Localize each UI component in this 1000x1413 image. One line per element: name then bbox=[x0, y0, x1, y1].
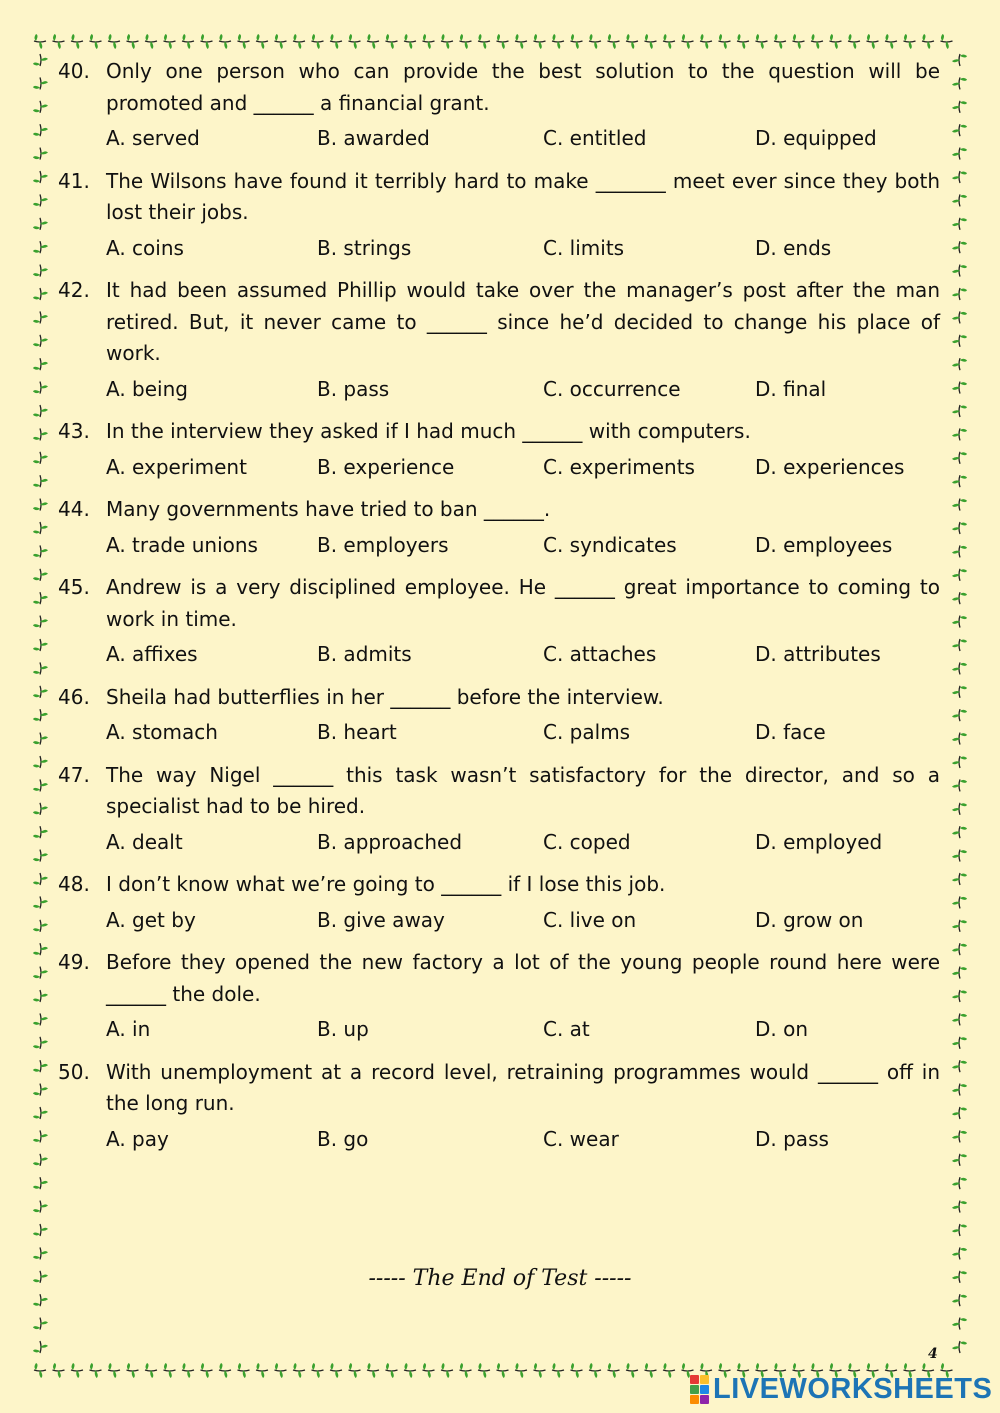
question-item bbox=[58, 275, 940, 405]
answer-option: B. go bbox=[317, 1126, 369, 1151]
vine-leaf-icon bbox=[952, 1084, 967, 1096]
vine-leaf-icon bbox=[589, 34, 601, 49]
answer-option: D. on bbox=[755, 1017, 809, 1041]
answer-option: C. coped bbox=[543, 829, 631, 854]
vine-leaf-icon bbox=[33, 1130, 48, 1142]
vine-leaf-icon bbox=[145, 1363, 157, 1378]
vine-leaf-icon bbox=[952, 475, 967, 487]
vine-leaf-icon bbox=[952, 920, 967, 932]
answer-option: C. syndicates bbox=[543, 532, 677, 557]
vine-leaf-icon bbox=[238, 1363, 250, 1378]
liveworksheets-logo bbox=[690, 1372, 992, 1406]
vine-leaf-icon bbox=[90, 1363, 102, 1378]
vine-leaf-icon bbox=[219, 34, 231, 49]
vine-leaf-icon bbox=[404, 34, 416, 49]
vine-leaf-icon bbox=[441, 1363, 453, 1378]
logo-blocks-icon bbox=[690, 1375, 709, 1404]
answer-option: B. give away bbox=[317, 907, 445, 932]
vine-leaf-icon bbox=[330, 34, 342, 49]
answer-options bbox=[106, 452, 940, 484]
vine-leaf-icon bbox=[201, 1363, 213, 1378]
vine-leaf-icon bbox=[33, 452, 48, 464]
vine-leaf-icon bbox=[33, 967, 48, 979]
vine-leaf-icon bbox=[33, 335, 48, 347]
page-number: 4 bbox=[928, 1346, 938, 1362]
vine-leaf-icon bbox=[952, 1154, 967, 1166]
answer-option: B. admits bbox=[317, 642, 412, 666]
vine-leaf-icon bbox=[33, 1013, 48, 1025]
question-item bbox=[58, 869, 940, 936]
answer-option: A. dealt bbox=[106, 829, 183, 854]
end-of-test-text: ----- The End of Test ----- bbox=[368, 1266, 632, 1291]
vine-leaf-icon bbox=[33, 779, 48, 791]
vine-leaf-icon bbox=[33, 920, 48, 932]
vine-leaf-icon bbox=[33, 1247, 48, 1259]
vine-leaf-icon bbox=[33, 1060, 48, 1072]
vine-leaf-icon bbox=[952, 218, 967, 230]
vine-leaf-icon bbox=[952, 1247, 967, 1259]
vine-leaf-icon bbox=[952, 1177, 967, 1189]
vine-leaf-icon bbox=[33, 522, 48, 534]
vine-leaf-icon bbox=[952, 545, 967, 557]
vine-leaf-icon bbox=[952, 405, 967, 417]
vine-leaf-icon bbox=[367, 1363, 379, 1378]
vine-leaf-icon bbox=[952, 358, 967, 370]
answer-option: C. palms bbox=[543, 720, 631, 744]
answer-option: A. experiment bbox=[106, 454, 247, 479]
answer-option: D. pass bbox=[755, 1126, 829, 1151]
question-text: I don’t know what we’re going to ______ if I lose this job. bbox=[106, 872, 666, 896]
vine-leaf-icon bbox=[589, 1363, 601, 1378]
vine-leaf-icon bbox=[460, 34, 472, 49]
vine-leaf-icon bbox=[645, 34, 657, 49]
vine-leaf-icon bbox=[33, 54, 48, 66]
vine-leaf-icon bbox=[33, 77, 48, 89]
vine-leaf-icon bbox=[312, 1363, 324, 1378]
answer-option: B. strings bbox=[317, 235, 412, 260]
question-text: Many governments have tried to ban ______. bbox=[106, 497, 551, 521]
vine-leaf-icon bbox=[33, 639, 48, 651]
vine-leaf-icon bbox=[952, 148, 967, 160]
vine-leaf-icon bbox=[952, 990, 967, 1002]
question-item bbox=[58, 682, 940, 749]
vine-leaf-icon bbox=[34, 34, 46, 49]
vine-leaf-icon bbox=[663, 1363, 675, 1378]
vine-leaf-icon bbox=[867, 34, 879, 49]
answer-option: D. experiences bbox=[755, 454, 905, 479]
answer-option: D. ends bbox=[755, 235, 832, 260]
answer-option: D. final bbox=[755, 376, 827, 401]
vine-leaf-icon bbox=[626, 1363, 638, 1378]
vine-leaf-icon bbox=[33, 616, 48, 628]
question-item bbox=[58, 416, 940, 483]
vine-leaf-icon bbox=[645, 1363, 657, 1378]
question-number: 41. bbox=[58, 168, 90, 193]
question-number: 44. bbox=[58, 497, 90, 521]
vine-leaf-icon bbox=[952, 896, 967, 908]
vine-leaf-icon bbox=[952, 194, 967, 206]
vine-leaf-icon bbox=[423, 34, 435, 49]
vine-leaf-icon bbox=[478, 1363, 490, 1378]
question-number: 45. bbox=[58, 575, 90, 599]
vine-leaf-icon bbox=[386, 1363, 398, 1378]
vine-leaf-icon bbox=[33, 1107, 48, 1119]
vine-leaf-icon bbox=[952, 662, 967, 674]
vine-leaf-icon bbox=[182, 1363, 194, 1378]
vine-leaf-icon bbox=[756, 34, 768, 49]
answer-options bbox=[106, 639, 940, 671]
vine-leaf-icon bbox=[33, 873, 48, 885]
answer-option: B. awarded bbox=[317, 126, 430, 150]
vine-leaf-icon bbox=[33, 592, 48, 604]
answer-option: A. trade unions bbox=[106, 532, 258, 557]
vine-leaf-icon bbox=[700, 34, 712, 49]
vine-leaf-icon bbox=[145, 34, 157, 49]
vine-leaf-icon bbox=[952, 779, 967, 791]
vine-leaf-icon bbox=[33, 194, 48, 206]
answer-option: D. attributes bbox=[755, 642, 881, 666]
vine-leaf-icon bbox=[34, 1363, 46, 1378]
vine-leaf-icon bbox=[460, 1363, 472, 1378]
vine-leaf-icon bbox=[33, 1201, 48, 1213]
vine-leaf-icon bbox=[33, 756, 48, 768]
vine-leaf-icon bbox=[952, 311, 967, 323]
vine-leaf-icon bbox=[33, 733, 48, 745]
vine-leaf-icon bbox=[33, 101, 48, 113]
vine-leaf-icon bbox=[33, 499, 48, 511]
question-number: 49. bbox=[58, 950, 90, 974]
answer-option: A. pay bbox=[106, 1126, 169, 1151]
vine-leaf-icon bbox=[33, 1154, 48, 1166]
question-text: In the interview they asked if I had much ______ with computers. bbox=[106, 419, 751, 443]
answer-options bbox=[106, 123, 940, 155]
vine-leaf-icon bbox=[349, 34, 361, 49]
vine-leaf-icon bbox=[608, 34, 620, 49]
answer-option: D. face bbox=[755, 720, 826, 744]
vine-leaf-icon bbox=[367, 34, 379, 49]
vine-leaf-icon bbox=[330, 1363, 342, 1378]
vine-leaf-icon bbox=[423, 1363, 435, 1378]
vine-leaf-icon bbox=[952, 335, 967, 347]
vine-leaf-icon bbox=[952, 616, 967, 628]
vine-leaf-icon bbox=[33, 265, 48, 277]
vine-leaf-icon bbox=[127, 1363, 139, 1378]
vine-leaf-icon bbox=[33, 826, 48, 838]
vine-leaf-icon bbox=[952, 452, 967, 464]
question-item bbox=[58, 947, 940, 1046]
vine-leaf-icon bbox=[774, 34, 786, 49]
question-text: It had been assumed Phillip would take over the manager’s post after the man retired. But, it never came to ______ since he’d decided to change his place of work. bbox=[106, 278, 940, 365]
vine-leaf-icon bbox=[793, 34, 805, 49]
vine-leaf-icon bbox=[33, 1224, 48, 1236]
vine-leaf-icon bbox=[952, 428, 967, 440]
vine-leaf-icon bbox=[33, 990, 48, 1002]
vine-leaf-icon bbox=[952, 101, 967, 113]
vine-leaf-icon bbox=[952, 709, 967, 721]
vine-leaf-icon bbox=[952, 803, 967, 815]
vine-leaf-icon bbox=[952, 756, 967, 768]
vine-leaf-icon bbox=[33, 896, 48, 908]
vine-leaf-icon bbox=[952, 1130, 967, 1142]
vine-leaf-icon bbox=[737, 34, 749, 49]
answer-options bbox=[106, 233, 940, 265]
answer-option: C. experiments bbox=[543, 454, 695, 479]
answer-option: C. live on bbox=[543, 907, 637, 932]
vine-leaf-icon bbox=[33, 148, 48, 160]
vine-leaf-icon bbox=[952, 686, 967, 698]
question-number: 47. bbox=[58, 762, 90, 787]
vine-leaf-icon bbox=[952, 569, 967, 581]
vine-leaf-icon bbox=[386, 34, 398, 49]
question-text: The Wilsons have found it terribly hard to make _______ meet ever since they both lost their jobs. bbox=[106, 168, 940, 224]
question-number: 50. bbox=[58, 1059, 90, 1084]
answer-option: D. employees bbox=[755, 532, 893, 557]
question-text: Only one person who can provide the best solution to the question will be promoted and ______ a financial grant. bbox=[106, 59, 940, 115]
answer-option: C. occurrence bbox=[543, 376, 681, 401]
vine-leaf-icon bbox=[952, 499, 967, 511]
vine-leaf-icon bbox=[33, 569, 48, 581]
vine-leaf-icon bbox=[885, 34, 897, 49]
vine-leaf-icon bbox=[33, 943, 48, 955]
answer-options bbox=[106, 1014, 940, 1046]
vine-leaf-icon bbox=[952, 1224, 967, 1236]
answer-option: D. employed bbox=[755, 829, 883, 854]
vine-leaf-icon bbox=[952, 241, 967, 253]
vine-leaf-icon bbox=[952, 54, 967, 66]
vine-leaf-icon bbox=[33, 382, 48, 394]
vine-leaf-icon bbox=[312, 34, 324, 49]
vine-leaf-icon bbox=[497, 1363, 509, 1378]
vine-leaf-icon bbox=[275, 1363, 287, 1378]
question-number: 42. bbox=[58, 278, 90, 302]
vine-leaf-icon bbox=[952, 826, 967, 838]
vine-leaf-icon bbox=[293, 34, 305, 49]
logo-text: LIVEWORKSHEETS bbox=[713, 1372, 993, 1405]
vine-leaf-icon bbox=[952, 1037, 967, 1049]
vine-leaf-icon bbox=[497, 34, 509, 49]
vine-leaf-icon bbox=[952, 1341, 967, 1353]
vine-leaf-icon bbox=[441, 34, 453, 49]
vine-leaf-icon bbox=[33, 124, 48, 136]
vine-leaf-icon bbox=[53, 34, 65, 49]
vine-leaf-icon bbox=[663, 34, 675, 49]
vine-leaf-icon bbox=[219, 1363, 231, 1378]
vine-leaf-icon bbox=[33, 850, 48, 862]
vine-leaf-icon bbox=[952, 1201, 967, 1213]
vine-leaf-icon bbox=[53, 1363, 65, 1378]
answer-option: B. employers bbox=[317, 532, 449, 557]
vine-leaf-icon bbox=[33, 545, 48, 557]
vine-leaf-icon bbox=[952, 1107, 967, 1119]
vine-leaf-icon bbox=[256, 1363, 268, 1378]
vine-leaf-icon bbox=[952, 850, 967, 862]
vine-leaf-icon bbox=[164, 1363, 176, 1378]
vine-leaf-icon bbox=[515, 34, 527, 49]
answer-option: D. equipped bbox=[755, 126, 877, 150]
vine-leaf-icon bbox=[952, 382, 967, 394]
vine-leaf-icon bbox=[904, 34, 916, 49]
vine-leaf-icon bbox=[33, 1084, 48, 1096]
vine-leaf-icon bbox=[33, 358, 48, 370]
answer-option: B. approached bbox=[317, 829, 463, 854]
vine-leaf-icon bbox=[952, 1060, 967, 1072]
vine-leaf-icon bbox=[952, 733, 967, 745]
answer-options bbox=[106, 530, 940, 562]
question-list bbox=[58, 56, 940, 1166]
answer-options bbox=[106, 905, 940, 937]
vine-leaf-icon bbox=[571, 34, 583, 49]
vine-leaf-icon bbox=[33, 288, 48, 300]
vine-leaf-icon bbox=[71, 34, 83, 49]
vine-leaf-icon bbox=[952, 967, 967, 979]
vine-leaf-icon bbox=[33, 1318, 48, 1330]
answer-options bbox=[106, 374, 940, 406]
answer-option: C. limits bbox=[543, 235, 625, 260]
vine-leaf-icon bbox=[33, 1037, 48, 1049]
answer-option: C. at bbox=[543, 1017, 590, 1041]
vine-leaf-icon bbox=[830, 34, 842, 49]
vine-leaf-icon bbox=[626, 34, 638, 49]
vine-leaf-icon bbox=[952, 1013, 967, 1025]
vine-leaf-icon bbox=[478, 34, 490, 49]
answer-options bbox=[106, 1124, 940, 1156]
vine-leaf-icon bbox=[952, 1294, 967, 1306]
vine-leaf-icon bbox=[952, 77, 967, 89]
vine-leaf-icon bbox=[952, 288, 967, 300]
vine-leaf-icon bbox=[534, 34, 546, 49]
vine-leaf-icon bbox=[33, 475, 48, 487]
question-text: Sheila had butterflies in her ______ before the interview. bbox=[106, 684, 664, 709]
vine-leaf-icon bbox=[33, 241, 48, 253]
vine-leaf-icon bbox=[127, 34, 139, 49]
answer-options bbox=[106, 717, 940, 749]
question-text: Andrew is a very disciplined employee. He ______ great importance to coming to work in time. bbox=[106, 575, 940, 631]
answer-option: A. served bbox=[106, 126, 200, 150]
answer-option: A. get by bbox=[106, 907, 196, 932]
vine-leaf-icon bbox=[182, 34, 194, 49]
answer-option: A. being bbox=[106, 376, 188, 401]
vine-leaf-icon bbox=[33, 662, 48, 674]
vine-leaf-icon bbox=[952, 943, 967, 955]
vine-leaf-icon bbox=[33, 1177, 48, 1189]
vine-leaf-icon bbox=[33, 171, 48, 183]
vine-leaf-icon bbox=[682, 34, 694, 49]
question-text: The way Nigel ______ this task wasn’t satisfactory for the director, and so a specialist had to be hired. bbox=[106, 762, 940, 818]
answer-option: A. stomach bbox=[106, 720, 218, 744]
vine-leaf-icon bbox=[33, 803, 48, 815]
vine-leaf-icon bbox=[275, 34, 287, 49]
vine-leaf-icon bbox=[552, 34, 564, 49]
vine-leaf-icon bbox=[256, 34, 268, 49]
vine-leaf-icon bbox=[108, 1363, 120, 1378]
vine-leaf-icon bbox=[952, 592, 967, 604]
vine-leaf-icon bbox=[552, 1363, 564, 1378]
vine-leaf-icon bbox=[952, 1318, 967, 1330]
vine-leaf-icon bbox=[238, 34, 250, 49]
vine-leaf-icon bbox=[33, 686, 48, 698]
question-number: 46. bbox=[58, 684, 90, 709]
answer-option: A. in bbox=[106, 1017, 151, 1041]
vine-leaf-icon bbox=[571, 1363, 583, 1378]
vine-leaf-icon bbox=[811, 34, 823, 49]
answer-options bbox=[106, 827, 940, 859]
question-item bbox=[58, 166, 940, 265]
vine-leaf-icon bbox=[33, 1341, 48, 1353]
vine-leaf-icon bbox=[90, 34, 102, 49]
answer-option: B. up bbox=[317, 1017, 369, 1041]
vine-leaf-icon bbox=[33, 709, 48, 721]
vine-leaf-icon bbox=[952, 171, 967, 183]
question-item bbox=[58, 760, 940, 859]
question-item bbox=[58, 572, 940, 671]
vine-leaf-icon bbox=[71, 1363, 83, 1378]
vine-leaf-icon bbox=[108, 34, 120, 49]
vine-leaf-icon bbox=[608, 1363, 620, 1378]
answer-option: A. affixes bbox=[106, 642, 198, 666]
answer-option: D. grow on bbox=[755, 907, 864, 932]
vine-leaf-icon bbox=[404, 1363, 416, 1378]
vine-leaf-icon bbox=[952, 522, 967, 534]
vine-leaf-icon bbox=[941, 34, 953, 49]
question-text: Before they opened the new factory a lot of the young people round here were ______ the dole. bbox=[106, 950, 940, 1006]
vine-leaf-icon bbox=[33, 405, 48, 417]
answer-option: C. attaches bbox=[543, 642, 657, 666]
vine-leaf-icon bbox=[33, 218, 48, 230]
vine-leaf-icon bbox=[201, 34, 213, 49]
answer-option: C. entitled bbox=[543, 126, 647, 150]
question-text: With unemployment at a record level, retraining programmes would ______ off in the long run. bbox=[106, 1059, 940, 1115]
answer-option: B. heart bbox=[317, 720, 397, 744]
vine-leaf-icon bbox=[515, 1363, 527, 1378]
answer-option: B. pass bbox=[317, 376, 390, 401]
vine-leaf-icon bbox=[848, 34, 860, 49]
question-number: 48. bbox=[58, 872, 90, 896]
answer-option: B. experience bbox=[317, 454, 455, 479]
question-number: 40. bbox=[58, 59, 90, 83]
vine-leaf-icon bbox=[33, 311, 48, 323]
vine-leaf-icon bbox=[33, 1294, 48, 1306]
vine-leaf-icon bbox=[952, 124, 967, 136]
question-number: 43. bbox=[58, 419, 90, 443]
vine-leaf-icon bbox=[952, 639, 967, 651]
vine-leaf-icon bbox=[164, 34, 176, 49]
vine-leaf-icon bbox=[922, 34, 934, 49]
vine-leaf-icon bbox=[952, 873, 967, 885]
answer-option: A. coins bbox=[106, 235, 184, 260]
question-item bbox=[58, 494, 940, 561]
vine-leaf-icon bbox=[534, 1363, 546, 1378]
vine-leaf-icon bbox=[719, 34, 731, 49]
vine-leaf-icon bbox=[952, 265, 967, 277]
answer-option: C. wear bbox=[543, 1126, 619, 1151]
question-item bbox=[58, 56, 940, 155]
vine-leaf-icon bbox=[33, 428, 48, 440]
question-item bbox=[58, 1057, 940, 1156]
vine-leaf-icon bbox=[293, 1363, 305, 1378]
vine-leaf-icon bbox=[349, 1363, 361, 1378]
